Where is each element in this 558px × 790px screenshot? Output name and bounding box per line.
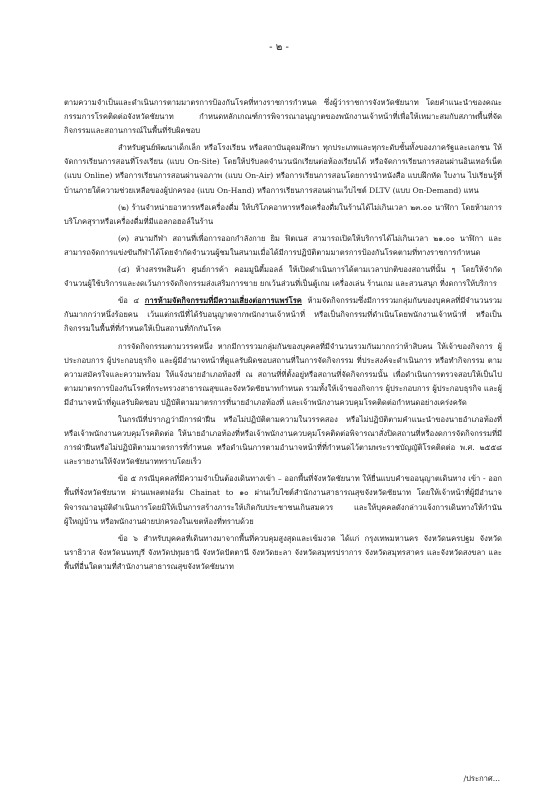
paragraph-restaurants	[64, 201, 502, 229]
document-body	[64, 96, 502, 577]
paragraph-clause-6	[64, 532, 502, 574]
paragraph-clause-4-para-3	[64, 413, 502, 469]
clause-number: ข้อ ๔	[118, 296, 145, 306]
paragraph-text: ตามความจำเป็นและดำเนินการตามมาตรการป้องกันโรคที่ทางราชการกำหนด ซึ่งผู้ว่าราชการจังหวัดชัยนาท โดยคำแนะนำของคณะกรรมการโรคติดต่อจังหวัดชัยนาท กำหนดหลักเกณฑ์การพิจารณาอนุญาตของพนักงานเจ้าหน้าที่เพื่อให้เหมาะสมกับสภาพพื้นที่จัดกิจกรรมและสถานการณ์ในพื้นที่รับผิดชอบ	[64, 98, 502, 136]
paragraph-text: (๒) ร้านจำหน่ายอาหารหรือเครื่องดื่ม ให้บริโภคอาหารหรือเครื่องดื่มในร้านได้ไม่เกินเวลา ๒๓.๐๐ นาฬิกา โดยห้ามการบริโภคสุราหรือเครื่องดื่มที่มีแอลกอฮอล์ในร้าน	[64, 202, 502, 226]
clause-heading: การห้ามจัดกิจกรรมที่มีความเสี่ยงต่อการแพร่โรค	[144, 296, 302, 306]
continuation-marker: /ประกาศ...	[463, 774, 500, 783]
paragraph-text: สำหรับศูนย์พัฒนาเด็กเล็ก หรือโรงเรียน หรือสถาบันอุดมศึกษา ทุกประเภทและทุกระดับชั้นทั้งของภาครัฐและเอกชน ให้จัดการเรียนการสอนที่โรงเรียน (แบบ On-Site) โดยให้ปรับลดจำนวนนักเรียนต่อห้องเรียนได้ หรือจัดการเรียนการสอนผ่านอินเทอร์เน็ต (แบบ Online) หรือการเรียนการสอนผ่านจอภาพ (แบบ On-Air) หรือการเรียนการสอนโดยการนำหนังสือ แบบฝึกหัด ใบงาน ไปเรียนรู้ที่บ้านภายใต้ความช่วยเหลือของผู้ปกครอง (แบบ On-Hand) หรือการเรียนการสอนผ่านเว็บไซต์ DLTV (แบบ On-Demand) แทน	[64, 143, 502, 195]
paragraph-text: ข้อ ๖ สำหรับบุคคลที่เดินทางมาจากพื้นที่ควบคุมสูงสุดและเข้มงวด ได้แก่ กรุงเทพมหานคร จังหวัดนครปฐม จังหวัดนราธิวาส จังหวัดนนทบุรี จังหวัดปทุมธานี จังหวัดปัตตานี จังหวัดยะลา จังหวัดสมุทรปราการ จังหวัดสมุทรสาคร และจังหวัดสงขลา และพื้นที่อื่นใดตามที่สำนักงานสาธารณสุขจังหวัดชัยนาท	[64, 533, 502, 571]
paragraph-schools	[64, 141, 502, 197]
paragraph-text: การจัดกิจกรรมตามวรรคหนึ่ง หากมีการรวมกลุ่มกันของบุคคลที่มีจำนวนรวมกันมากกว่าห้าสิบคน ให้เจ้าของกิจการ ผู้ประกอบการ ผู้ประกอบธุรกิจ และผู้มีอำนาจหน้าที่ดูแลรับผิดชอบสถานที่ในการจัดกิจกรรม ที่ประสงค์จะดำเนินการ หรือทำกิจกรรม ตามความสมัครใจและความพร้อม ให้แจ้งนายอำเภอท้องที่ ณ สถานที่ที่ตั้งอยู่หรือสถานที่จัดกิจกรรมนั้น เพื่อดำเนินการตรวจสอบให้เป็นไปตามมาตรการป้องกันโรคที่กระทรวงสาธารณสุขและจังหวัดชัยนาทกำหนด รวมทั้งให้เจ้าของกิจการ ผู้ประกอบการ ผู้ประกอบธุรกิจ และผู้มีอำนาจหน้าที่ดูแลรับผิดชอบ ปฏิบัติตามมาตรการที่นายอำเภอท้องที่ และเจ้าพนักงานควบคุมโรคติดต่อกำหนดอย่างเคร่งครัด	[64, 341, 502, 407]
paragraph-clause-4	[64, 294, 502, 336]
paragraph-text: (๔) ห้างสรรพสินค้า ศูนย์การค้า คอมมูนิตี้มอลล์ ให้เปิดดำเนินการได้ตามเวลาปกติของสถานที่นั้น ๆ โดยให้จำกัดจำนวนผู้ใช้บริการและงดเว้นการจัดกิจกรรมส่งเสริมการขาย ยกเว้นส่วนที่เป็นตู้เกม เครื่องเล่น ร้านเกม และสวนสนุก ที่งดการให้บริการ	[64, 265, 502, 289]
paragraph-malls	[64, 263, 502, 291]
paragraph-sports-venues	[64, 232, 502, 260]
page-number: - ๒ -	[269, 42, 289, 53]
paragraph-clause-4-para-2	[64, 340, 502, 410]
paragraph-intro-continued	[64, 96, 502, 138]
paragraph-clause-5	[64, 472, 502, 528]
paragraph-text: ข้อ ๕ กรณีบุคคลที่มีความจำเป็นต้องเดินทางเข้า – ออกพื้นที่จังหวัดชัยนาท ให้ยื่นแบบคำขออนุญาตเดินทาง เข้า - ออก พื้นที่จังหวัดชัยนาท ผ่านแพลตฟอร์ม Chainat to ๑๐ ผ่านเว็บไซต์สำนักงานสาธารณสุขจังหวัดชัยนาท โดยให้เจ้าหน้าที่ผู้มีอำนาจพิจารณาอนุมัติดำเนินการโดยมิให้เป็นการสร้างภาระให้เกิดกับประชาชนเกินสมควร และให้บุคคลดังกล่าวแจ้งการเดินทางให้กำนัน ผู้ใหญ่บ้าน หรือพนักงานฝ่ายปกครองในเขตท้องที่ทราบด้วย	[64, 474, 502, 526]
paragraph-text: ห้ามจัดกิจกรรมซึ่งมีการรวมกลุ่มกันของบุคคลที่มีจำนวนรวมกันมากกว่าหนึ่งร้อยคน เว้นแต่กรณีที่ได้รับอนุญาตจากพนักงานเจ้าหน้าที่ หรือเป็นกิจกรรมที่ดำเนินโดยพนักงานเจ้าหน้าที่ หรือเป็นกิจกรรมในพื้นที่ที่กำหนดให้เป็นสถานที่กักกันโรค	[64, 296, 502, 334]
paragraph-text: (๓) สนามกีฬา สถานที่เพื่อการออกกำลังกาย ยิม ฟิตเนส สามารถเปิดให้บริการได้ไม่เกินเวลา ๒๑.๐๐ นาฬิกา และสามารถจัดการแข่งขันกีฬาได้โดยจำกัดจำนวนผู้ชมในสนามเมื่อได้มีการปฏิบัติตามมาตรการป้องกันโรคตามที่ทางราชการกำหนด	[64, 233, 502, 257]
paragraph-text: ในกรณีที่ปรากฏว่ามีการฝ่าฝืน หรือไม่ปฏิบัติตามความในวรรคสอง หรือไม่ปฏิบัติตามคำแนะนำของนายอำเภอท้องที่หรือเจ้าพนักงานควบคุมโรคติดต่อ ให้นายอำเภอท้องที่หรือเจ้าพนักงานควบคุมโรคติดต่อพิจารณาสั่งปิดสถานที่หรืองดการจัดกิจกรรมที่มีการฝ่าฝืนหรือไม่ปฏิบัติตามมาตรการที่กำหนด หรือดำเนินการตามอำนาจหน้าที่ที่กำหนดไว้ตามพระราชบัญญัติโรคติดต่อ พ.ศ. ๒๕๕๘ และรายงานให้จังหวัดชัยนาททราบโดยเร็ว	[64, 414, 502, 467]
